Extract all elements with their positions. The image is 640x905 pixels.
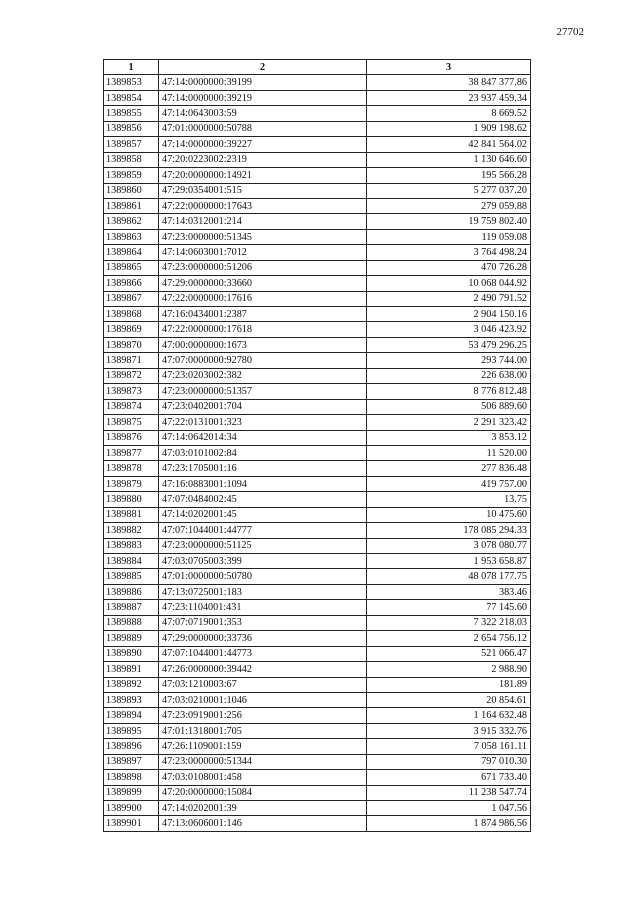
value-cell: 1 130 646.60: [367, 152, 531, 167]
cadastral-number-cell: 47:23:0000000:51125: [159, 538, 367, 553]
cadastral-number-cell: 47:23:1104001:431: [159, 600, 367, 615]
cadastral-number-cell: 47:01:0000000:50780: [159, 569, 367, 584]
table-row: [104, 307, 531, 322]
value-cell: 19 759 802.40: [367, 214, 531, 229]
value-cell: 1 047.56: [367, 801, 531, 816]
cadastral-number-cell: 47:26:1109001:159: [159, 739, 367, 754]
row-number-cell: 1389896: [104, 739, 159, 754]
row-number-cell: 1389884: [104, 554, 159, 569]
row-number-cell: 1389866: [104, 276, 159, 291]
value-cell: 181.89: [367, 677, 531, 692]
cadastral-number-cell: 47:00:0000000:1673: [159, 337, 367, 352]
cadastral-number-cell: 47:03:0210001:1046: [159, 692, 367, 707]
value-cell: 293 744.00: [367, 353, 531, 368]
table-row: [104, 229, 531, 244]
value-cell: 383.46: [367, 584, 531, 599]
row-number-cell: 1389863: [104, 229, 159, 244]
row-number-cell: 1389856: [104, 121, 159, 136]
value-cell: 3 078 080.77: [367, 538, 531, 553]
table-row: [104, 183, 531, 198]
column-header-2: 2: [159, 60, 367, 75]
value-cell: 13.75: [367, 492, 531, 507]
value-cell: 2 490 791.52: [367, 291, 531, 306]
cadastral-number-cell: 47:07:0719001:353: [159, 615, 367, 630]
row-number-cell: 1389855: [104, 106, 159, 121]
cadastral-number-cell: 47:20:0000000:14921: [159, 168, 367, 183]
row-number-cell: 1389886: [104, 584, 159, 599]
row-number-cell: 1389859: [104, 168, 159, 183]
value-cell: 11 238 547.74: [367, 785, 531, 800]
cadastral-number-cell: 47:23:0919001:256: [159, 708, 367, 723]
column-header-3: 3: [367, 60, 531, 75]
table-row: [104, 692, 531, 707]
cadastral-number-cell: 47:07:1044001:44773: [159, 646, 367, 661]
row-number-cell: 1389882: [104, 523, 159, 538]
cadastral-number-cell: 47:22:0000000:17616: [159, 291, 367, 306]
table-row: [104, 662, 531, 677]
table-row: [104, 106, 531, 121]
table-row: [104, 816, 531, 831]
table-row: [104, 723, 531, 738]
row-number-cell: 1389879: [104, 476, 159, 491]
row-number-cell: 1389888: [104, 615, 159, 630]
value-cell: 11 520.00: [367, 445, 531, 460]
cadastral-number-cell: 47:26:0000000:39442: [159, 662, 367, 677]
cadastral-number-cell: 47:14:0202001:45: [159, 507, 367, 522]
row-number-cell: 1389892: [104, 677, 159, 692]
table-row: [104, 75, 531, 90]
row-number-cell: 1389887: [104, 600, 159, 615]
data-table: [103, 59, 531, 832]
value-cell: 2 988.90: [367, 662, 531, 677]
cadastral-number-cell: 47:14:0202001:39: [159, 801, 367, 816]
table-row: [104, 646, 531, 661]
row-number-cell: 1389870: [104, 337, 159, 352]
table-row: [104, 399, 531, 414]
cadastral-number-cell: 47:13:0606001:146: [159, 816, 367, 831]
table-row: [104, 569, 531, 584]
value-cell: 419 757.00: [367, 476, 531, 491]
table-row: [104, 507, 531, 522]
value-cell: 10 068 044.92: [367, 276, 531, 291]
row-number-cell: 1389897: [104, 754, 159, 769]
row-number-cell: 1389874: [104, 399, 159, 414]
row-number-cell: 1389868: [104, 307, 159, 322]
table-row: [104, 276, 531, 291]
value-cell: 5 277 037.20: [367, 183, 531, 198]
value-cell: 2 654 756.12: [367, 631, 531, 646]
value-cell: 470 726.28: [367, 260, 531, 275]
table-row: [104, 538, 531, 553]
table-row: [104, 461, 531, 476]
table-row: [104, 384, 531, 399]
value-cell: 2 904 150.16: [367, 307, 531, 322]
cadastral-number-cell: 47:16:0883001:1094: [159, 476, 367, 491]
table-row: [104, 785, 531, 800]
table-row: [104, 214, 531, 229]
table-row: [104, 291, 531, 306]
row-number-cell: 1389864: [104, 245, 159, 260]
cadastral-number-cell: 47:14:0642014:34: [159, 430, 367, 445]
row-number-cell: 1389857: [104, 137, 159, 152]
table-row: [104, 415, 531, 430]
cadastral-number-cell: 47:23:0000000:51357: [159, 384, 367, 399]
value-cell: 1 164 632.48: [367, 708, 531, 723]
cadastral-number-cell: 47:23:0000000:51206: [159, 260, 367, 275]
table-row: [104, 353, 531, 368]
value-cell: 521 066.47: [367, 646, 531, 661]
value-cell: 7 058 161.11: [367, 739, 531, 754]
value-cell: 53 479 296.25: [367, 337, 531, 352]
value-cell: 3 853.12: [367, 430, 531, 445]
value-cell: 178 085 294.33: [367, 523, 531, 538]
row-number-cell: 1389861: [104, 198, 159, 213]
table-row: [104, 137, 531, 152]
cadastral-number-cell: 47:14:0000000:39219: [159, 90, 367, 105]
cadastral-number-cell: 47:29:0000000:33660: [159, 276, 367, 291]
table-row: [104, 445, 531, 460]
row-number-cell: 1389860: [104, 183, 159, 198]
value-cell: 277 836.48: [367, 461, 531, 476]
value-cell: 10 475.60: [367, 507, 531, 522]
value-cell: 42 841 564.02: [367, 137, 531, 152]
cadastral-number-cell: 47:13:0725001:183: [159, 584, 367, 599]
row-number-cell: 1389889: [104, 631, 159, 646]
cadastral-number-cell: 47:23:0402001:704: [159, 399, 367, 414]
value-cell: 1 953 658.87: [367, 554, 531, 569]
value-cell: 3 915 332.76: [367, 723, 531, 738]
table-row: [104, 476, 531, 491]
cadastral-number-cell: 47:14:0643003:59: [159, 106, 367, 121]
row-number-cell: 1389880: [104, 492, 159, 507]
value-cell: 195 566.28: [367, 168, 531, 183]
row-number-cell: 1389873: [104, 384, 159, 399]
row-number-cell: 1389869: [104, 322, 159, 337]
cadastral-number-cell: 47:29:0354001:515: [159, 183, 367, 198]
cadastral-number-cell: 47:23:0000000:51344: [159, 754, 367, 769]
table-row: [104, 245, 531, 260]
cadastral-number-cell: 47:20:0223002:2319: [159, 152, 367, 167]
table-row: [104, 708, 531, 723]
value-cell: 2 291 323.42: [367, 415, 531, 430]
cadastral-number-cell: 47:01:1318001:705: [159, 723, 367, 738]
row-number-cell: 1389894: [104, 708, 159, 723]
value-cell: 1 909 198.62: [367, 121, 531, 136]
row-number-cell: 1389854: [104, 90, 159, 105]
value-cell: 3 764 498.24: [367, 245, 531, 260]
table-row: [104, 600, 531, 615]
table-row: [104, 584, 531, 599]
cadastral-number-cell: 47:23:0000000:51345: [159, 229, 367, 244]
cadastral-number-cell: 47:07:0000000:92780: [159, 353, 367, 368]
value-cell: 8 776 812.48: [367, 384, 531, 399]
value-cell: 20 854.61: [367, 692, 531, 707]
row-number-cell: 1389872: [104, 368, 159, 383]
value-cell: 279 059.88: [367, 198, 531, 213]
table-row: [104, 121, 531, 136]
row-number-cell: 1389877: [104, 445, 159, 460]
row-number-cell: 1389895: [104, 723, 159, 738]
row-number-cell: 1389858: [104, 152, 159, 167]
table-row: [104, 754, 531, 769]
cadastral-number-cell: 47:03:0705003:399: [159, 554, 367, 569]
row-number-cell: 1389853: [104, 75, 159, 90]
cadastral-number-cell: 47:14:0000000:39199: [159, 75, 367, 90]
table-row: [104, 615, 531, 630]
value-cell: 506 889.60: [367, 399, 531, 414]
row-number-cell: 1389875: [104, 415, 159, 430]
value-cell: 226 638.00: [367, 368, 531, 383]
cadastral-number-cell: 47:03:0101002:84: [159, 445, 367, 460]
table-row: [104, 260, 531, 275]
table-row: [104, 337, 531, 352]
value-cell: 7 322 218.03: [367, 615, 531, 630]
row-number-cell: 1389883: [104, 538, 159, 553]
row-number-cell: 1389899: [104, 785, 159, 800]
table-row: [104, 90, 531, 105]
table-row: [104, 677, 531, 692]
cadastral-number-cell: 47:14:0312001:214: [159, 214, 367, 229]
value-cell: 77 145.60: [367, 600, 531, 615]
row-number-cell: 1389901: [104, 816, 159, 831]
cadastral-number-cell: 47:14:0603001:7012: [159, 245, 367, 260]
table-body: [104, 75, 531, 831]
cadastral-number-cell: 47:23:0203002:382: [159, 368, 367, 383]
value-cell: 1 874 986.56: [367, 816, 531, 831]
cadastral-number-cell: 47:14:0000000:39227: [159, 137, 367, 152]
table-row: [104, 801, 531, 816]
table-row: [104, 739, 531, 754]
row-number-cell: 1389893: [104, 692, 159, 707]
row-number-cell: 1389865: [104, 260, 159, 275]
table-row: [104, 523, 531, 538]
table-row: [104, 631, 531, 646]
table-row: [104, 198, 531, 213]
table-row: [104, 492, 531, 507]
cadastral-number-cell: 47:03:0108001:458: [159, 770, 367, 785]
table-row: [104, 168, 531, 183]
row-number-cell: 1389900: [104, 801, 159, 816]
value-cell: 23 937 459.34: [367, 90, 531, 105]
value-cell: 38 847 377.86: [367, 75, 531, 90]
cadastral-number-cell: 47:07:0484002:45: [159, 492, 367, 507]
table-row: [104, 152, 531, 167]
value-cell: 797 010.30: [367, 754, 531, 769]
table-row: [104, 368, 531, 383]
row-number-cell: 1389878: [104, 461, 159, 476]
value-cell: 48 078 177.75: [367, 569, 531, 584]
cadastral-number-cell: 47:07:1044001:44777: [159, 523, 367, 538]
cadastral-number-cell: 47:20:0000000:15084: [159, 785, 367, 800]
row-number-cell: 1389885: [104, 569, 159, 584]
table-row: [104, 770, 531, 785]
row-number-cell: 1389862: [104, 214, 159, 229]
cadastral-number-cell: 47:03:1210003:67: [159, 677, 367, 692]
row-number-cell: 1389891: [104, 662, 159, 677]
value-cell: 8 669.52: [367, 106, 531, 121]
table-row: [104, 322, 531, 337]
table-row: [104, 554, 531, 569]
row-number-cell: 1389881: [104, 507, 159, 522]
page-number: 27702: [556, 26, 584, 38]
table-header-row: [104, 60, 531, 75]
cadastral-number-cell: 47:16:0434001:2387: [159, 307, 367, 322]
cadastral-number-cell: 47:22:0131001:323: [159, 415, 367, 430]
row-number-cell: 1389871: [104, 353, 159, 368]
row-number-cell: 1389898: [104, 770, 159, 785]
value-cell: 3 046 423.92: [367, 322, 531, 337]
row-number-cell: 1389867: [104, 291, 159, 306]
cadastral-number-cell: 47:29:0000000:33736: [159, 631, 367, 646]
cadastral-number-cell: 47:23:1705001:16: [159, 461, 367, 476]
value-cell: 119 059.08: [367, 229, 531, 244]
value-cell: 671 733.40: [367, 770, 531, 785]
table-row: [104, 430, 531, 445]
row-number-cell: 1389876: [104, 430, 159, 445]
cadastral-number-cell: 47:22:0000000:17618: [159, 322, 367, 337]
column-header-1: 1: [104, 60, 159, 75]
cadastral-number-cell: 47:01:0000000:50788: [159, 121, 367, 136]
cadastral-number-cell: 47:22:0000000:17643: [159, 198, 367, 213]
row-number-cell: 1389890: [104, 646, 159, 661]
